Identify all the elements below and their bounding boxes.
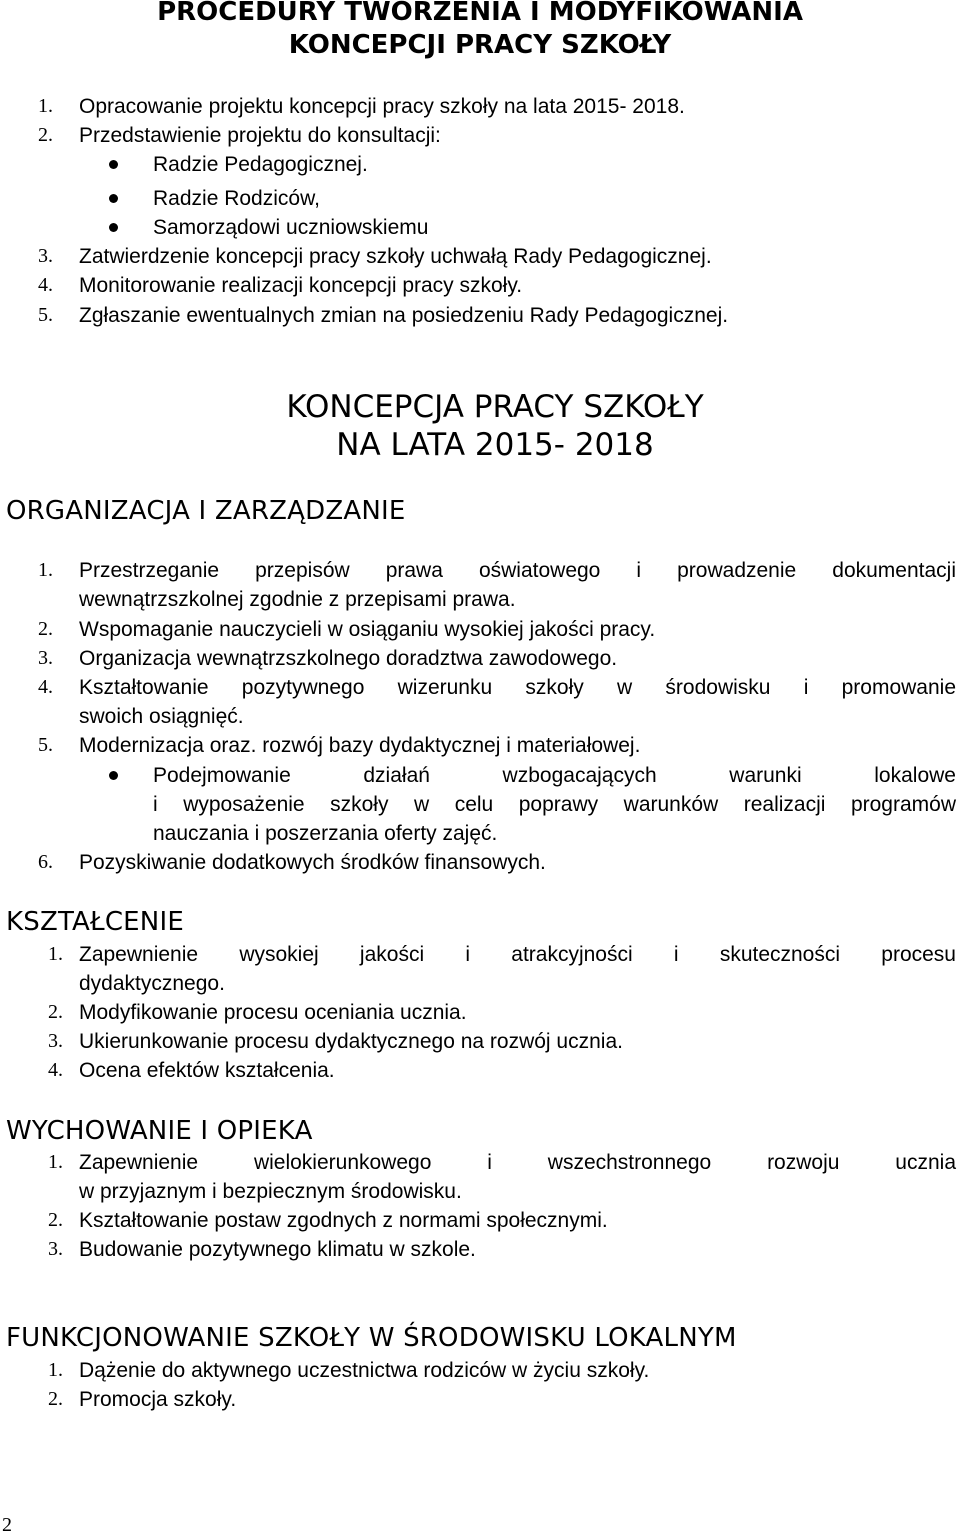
item-number: 5. [38,304,53,326]
item-text: Ukierunkowanie procesu dydaktycznego na rozwój ucznia. [79,1030,623,1053]
item-text: Dążenie do aktywnego uczestnictwa rodziców w życiu szkoły. [79,1359,650,1382]
item-text: Pozyskiwanie dodatkowych środków finansowych. [79,851,546,874]
item-text-line1: Przestrzeganie przepisów prawa oświatowego i prowadzenie dokumentacji [79,559,956,582]
item-number: 4. [38,274,53,296]
procedures-title-line1: PROCEDURY TWORZENIA I MODYFIKOWANIA [157,0,803,27]
item-number: 2. [48,1388,63,1410]
bullet-icon [109,223,118,232]
item-text: Zgłaszanie ewentualnych zmian na posiedzeniu Rady Pedagogicznej. [79,304,729,327]
item-text-line2: wewnątrzszkolnej zgodnie z przepisami prawa. [79,588,516,611]
item-number: 2. [38,618,53,640]
item-text-line2: swoich osiągnięć. [79,705,244,728]
item-text: Budowanie pozytywnego klimatu w szkole. [79,1238,476,1261]
item-number: 1. [48,1151,63,1173]
bullet-text: Radzie Pedagogicznej. [153,153,368,176]
item-text: Przedstawienie projektu do konsultacji: [79,124,441,147]
item-number: 1. [38,559,53,581]
section-heading-funkcjonowanie: FUNKCJONOWANIE SZKOŁY W ŚRODOWISKU LOKALNYM [6,1323,737,1353]
item-number: 3. [48,1030,63,1052]
item-number: 1. [38,95,53,117]
section-heading-organizacja: ORGANIZACJA I ZARZĄDZANIE [6,496,406,526]
item-text: Modernizacja oraz. rozwój bazy dydaktycznej i materiałowej. [79,734,641,757]
item-text-line1: Kształtowanie pozytywnego wizerunku szkoły w środowisku i promowanie [79,676,956,699]
section-heading-wychowanie: WYCHOWANIE I OPIEKA [6,1116,313,1146]
bullet-text-line3: nauczania i poszerzania oferty zajęć. [153,822,498,845]
item-number: 3. [38,245,53,267]
item-text: Kształtowanie postaw zgodnych z normami społecznymi. [79,1209,608,1232]
concept-title-line1: KONCEPCJA PRACY SZKOŁY [286,389,704,425]
item-number: 4. [38,676,53,698]
item-text-line1: Zapewnienie wielokierunkowego i wszechstronnego rozwoju ucznia [79,1151,956,1174]
item-number: 6. [38,851,53,873]
item-text-line1: Zapewnienie wysokiej jakości i atrakcyjności i skuteczności procesu [79,943,956,966]
item-number: 1. [48,1359,63,1381]
procedures-title-line2: KONCEPCJI PRACY SZKOŁY [288,30,672,60]
bullet-text: Samorządowi uczniowskiemu [153,216,429,239]
concept-title-line2: NA LATA 2015- 2018 [336,427,654,463]
item-text: Ocena efektów kształcenia. [79,1059,335,1082]
item-text: Modyfikowanie procesu oceniania ucznia. [79,1001,467,1024]
bullet-text-line1: Podejmowanie działań wzbogacających warunki lokalowe [153,764,956,787]
item-number: 2. [38,124,53,146]
item-text: Monitorowanie realizacji koncepcji pracy szkoły. [79,274,523,297]
item-text-line2: dydaktycznego. [79,972,225,995]
item-number: 3. [38,647,53,669]
item-number: 3. [48,1238,63,1260]
bullet-icon [109,160,118,169]
item-text: Organizacja wewnątrzszkolnego doradztwa zawodowego. [79,647,618,670]
item-text: Promocja szkoły. [79,1388,237,1411]
item-number: 2. [48,1001,63,1023]
bullet-icon [109,194,118,203]
item-number: 1. [48,943,63,965]
bullet-text-line2: i wyposażenie szkoły w celu poprawy warunków realizacji programów [153,793,956,816]
item-number: 4. [48,1059,63,1081]
item-number: 2. [48,1209,63,1231]
section-heading-ksztalcenie: KSZTAŁCENIE [6,907,184,937]
item-text: Zatwierdzenie koncepcji pracy szkoły uchwałą Rady Pedagogicznej. [79,245,712,268]
item-number: 5. [38,734,53,756]
bullet-text: Radzie Rodziców, [153,187,320,210]
bullet-icon [109,771,118,780]
item-text: Opracowanie projektu koncepcji pracy szkoły na lata 2015- 2018. [79,95,685,118]
item-text-line2: w przyjaznym i bezpiecznym środowisku. [79,1180,462,1203]
item-text: Wspomaganie nauczycieli w osiąganiu wysokiej jakości pracy. [79,618,656,641]
page-number: 2 [2,1514,12,1536]
